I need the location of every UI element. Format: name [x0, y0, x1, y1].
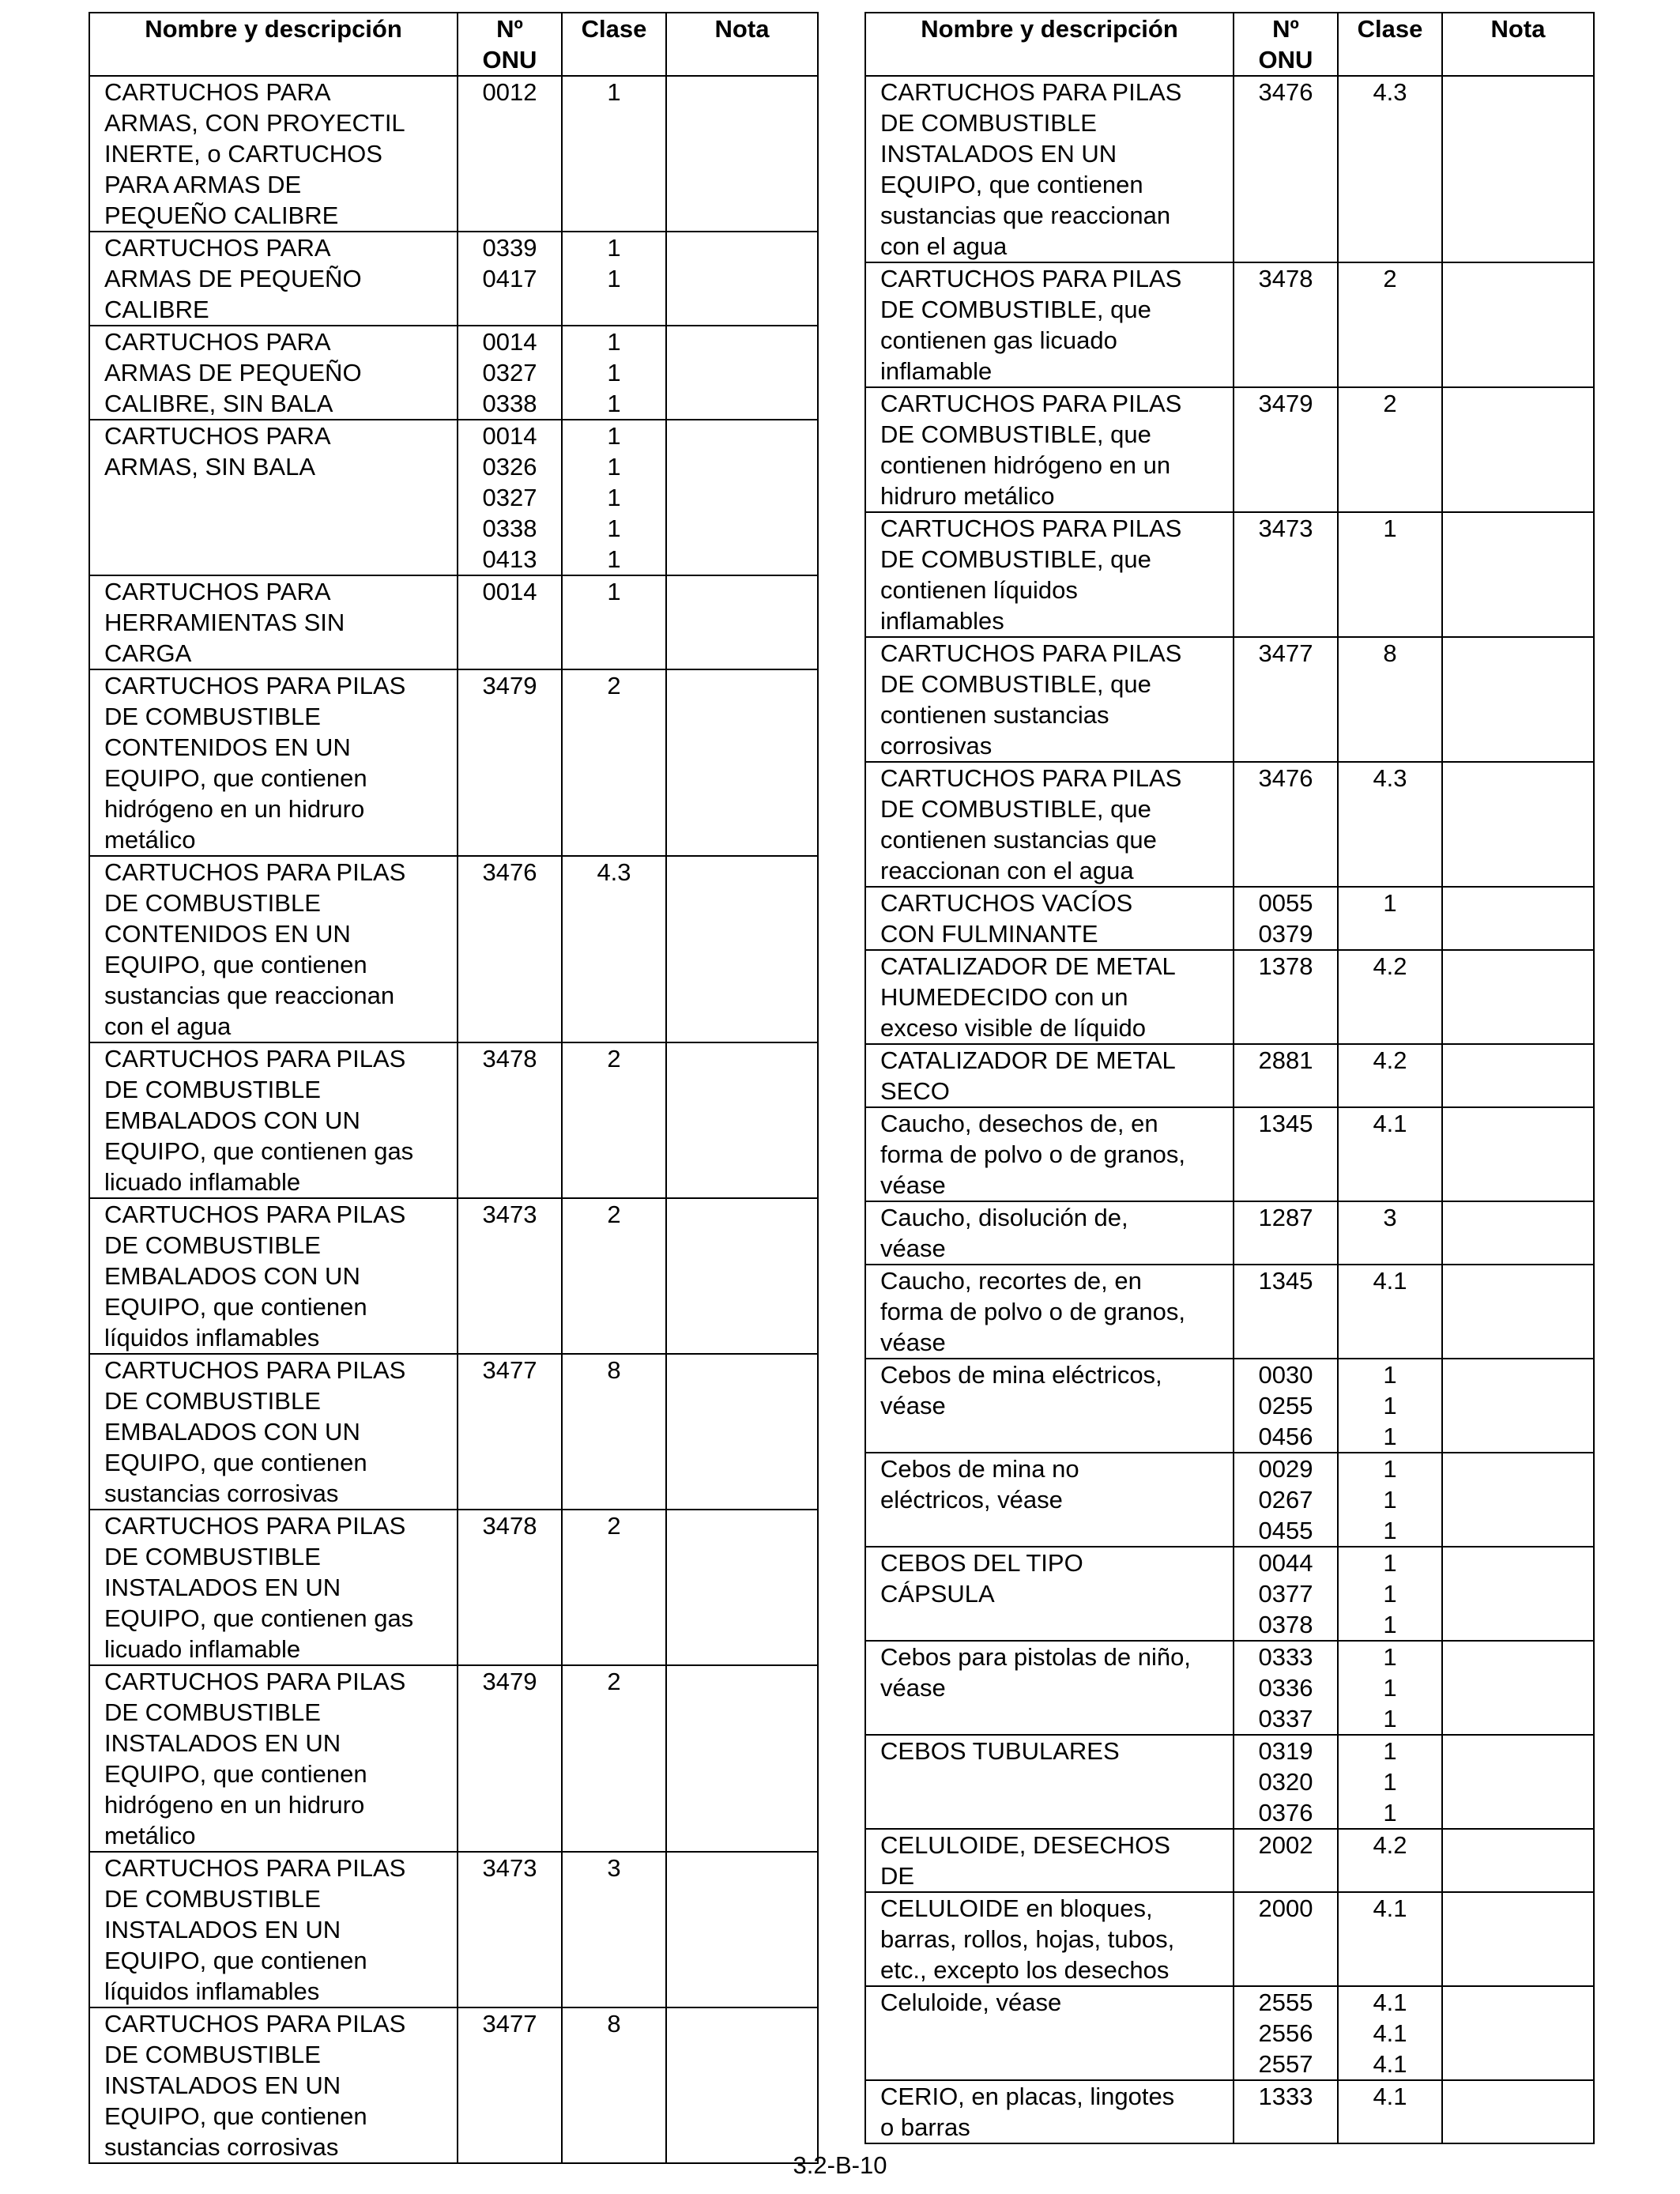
cell-nota	[666, 1852, 818, 2007]
table-row	[89, 76, 818, 232]
table-row	[865, 637, 1594, 762]
cell-clase: 2	[562, 1665, 666, 1852]
cell-name: CELULOIDE, DESECHOS DE	[865, 1829, 1234, 1892]
cell-name: CERIO, en placas, lingotes o barras	[865, 2080, 1234, 2143]
cell-name: CELULOIDE en bloques, barras, rollos, hojas, tubos, etc., excepto los desechos	[865, 1892, 1234, 1986]
cell-name: CARTUCHOS PARA PILAS DE COMBUSTIBLE INSTALADOS EN UN EQUIPO, que contienen líquidos inflamables	[89, 1852, 458, 2007]
cell-clase: 4.1	[1338, 2080, 1442, 2143]
cell-name: CARTUCHOS PARA ARMAS DE PEQUEÑO CALIBRE, SIN BALA	[89, 326, 458, 420]
cell-clase: 4.2	[1338, 1829, 1442, 1892]
header-clase: Clase	[562, 13, 666, 76]
cell-clase: 2	[562, 1198, 666, 1354]
cell-name: CARTUCHOS PARA ARMAS DE PEQUEÑO CALIBRE	[89, 232, 458, 326]
cell-clase: 2	[562, 1042, 666, 1198]
cell-onu: 0319 0320 0376	[1234, 1735, 1338, 1829]
cell-nota	[1442, 1453, 1594, 1547]
table-header-row	[865, 13, 1594, 76]
cell-clase: 4.3	[562, 856, 666, 1042]
cell-clase: 1 1 1	[1338, 1547, 1442, 1641]
cell-nota	[1442, 1829, 1594, 1892]
cell-nota	[1442, 1986, 1594, 2080]
cell-onu: 0012	[458, 76, 562, 232]
header-nota: Nota	[1442, 13, 1594, 76]
header-onu: Nº ONU	[1234, 13, 1338, 76]
cell-name: CARTUCHOS PARA PILAS DE COMBUSTIBLE, que contienen sustancias corrosivas	[865, 637, 1234, 762]
cell-nota	[1442, 950, 1594, 1044]
cell-onu: 0333 0336 0337	[1234, 1641, 1338, 1735]
cell-clase: 8	[1338, 637, 1442, 762]
header-name: Nombre y descripción	[865, 13, 1234, 76]
cell-clase: 4.1	[1338, 1265, 1442, 1359]
cell-onu: 0030 0255 0456	[1234, 1359, 1338, 1453]
cell-name: CARTUCHOS PARA PILAS DE COMBUSTIBLE INSTALADOS EN UN EQUIPO, que contienen gas licuado inflamable	[89, 1510, 458, 1665]
cell-clase: 2	[562, 669, 666, 856]
cell-nota	[1442, 2080, 1594, 2143]
table-body-right	[865, 76, 1594, 2143]
cell-clase: 1 1 1	[562, 326, 666, 420]
cell-onu: 3478	[458, 1510, 562, 1665]
cell-nota	[1442, 1892, 1594, 1986]
cell-onu: 3473	[458, 1852, 562, 2007]
cell-name: CATALIZADOR DE METAL SECO	[865, 1044, 1234, 1107]
table-row	[865, 1044, 1594, 1107]
header-nota: Nota	[666, 13, 818, 76]
cell-nota	[1442, 637, 1594, 762]
cell-onu: 1287	[1234, 1201, 1338, 1265]
cell-onu: 0055 0379	[1234, 887, 1338, 950]
table-header-row	[89, 13, 818, 76]
table-row	[865, 1641, 1594, 1735]
cell-nota	[1442, 1107, 1594, 1201]
cell-onu: 3479	[458, 669, 562, 856]
cell-onu: 3479	[458, 1665, 562, 1852]
cell-onu: 1345	[1234, 1265, 1338, 1359]
cell-clase: 1	[562, 575, 666, 669]
cell-name: CARTUCHOS PARA PILAS DE COMBUSTIBLE CONTENIDOS EN UN EQUIPO, que contienen hidrógeno en un hidruro metálico	[89, 669, 458, 856]
cell-name: CARTUCHOS PARA PILAS DE COMBUSTIBLE, que contienen gas licuado inflamable	[865, 262, 1234, 387]
cell-nota	[1442, 1044, 1594, 1107]
cell-name: CARTUCHOS PARA PILAS DE COMBUSTIBLE CONTENIDOS EN UN EQUIPO, que contienen sustancias que reaccionan con el agua	[89, 856, 458, 1042]
cell-clase: 3	[562, 1852, 666, 2007]
cell-name: CARTUCHOS PARA HERRAMIENTAS SIN CARGA	[89, 575, 458, 669]
table-row	[865, 1986, 1594, 2080]
cell-name: Caucho, disolución de, véase	[865, 1201, 1234, 1265]
cell-nota	[1442, 762, 1594, 887]
cell-clase: 1 1 1	[1338, 1453, 1442, 1547]
cell-name: CARTUCHOS PARA PILAS DE COMBUSTIBLE EMBALADOS CON UN EQUIPO, que contienen gas licuado inflamable	[89, 1042, 458, 1198]
cell-nota	[666, 1042, 818, 1198]
cell-onu: 2881	[1234, 1044, 1338, 1107]
table-row	[89, 1198, 818, 1354]
cell-clase: 1	[1338, 887, 1442, 950]
cell-onu: 0014 0327 0338	[458, 326, 562, 420]
cell-onu: 3478	[458, 1042, 562, 1198]
cell-onu: 1345	[1234, 1107, 1338, 1201]
cell-name: Cebos de mina eléctricos, véase	[865, 1359, 1234, 1453]
table-row	[865, 76, 1594, 262]
table-row	[89, 856, 818, 1042]
header-onu: Nº ONU	[458, 13, 562, 76]
table-row	[865, 2080, 1594, 2143]
cell-name: CARTUCHOS PARA PILAS DE COMBUSTIBLE, que contienen hidrógeno en un hidruro metálico	[865, 387, 1234, 512]
cell-nota	[666, 326, 818, 420]
table-row	[865, 950, 1594, 1044]
table-row	[865, 1829, 1594, 1892]
table-row	[865, 1359, 1594, 1453]
table-row	[865, 262, 1594, 387]
table-row	[865, 1735, 1594, 1829]
cell-onu: 0029 0267 0455	[1234, 1453, 1338, 1547]
cell-clase: 2	[562, 1510, 666, 1665]
cell-onu: 1333	[1234, 2080, 1338, 2143]
table-row	[89, 420, 818, 575]
table-body-left	[89, 76, 818, 2163]
cell-name: CARTUCHOS PARA PILAS DE COMBUSTIBLE EMBALADOS CON UN EQUIPO, que contienen líquidos inflamables	[89, 1198, 458, 1354]
cell-name: Caucho, recortes de, en forma de polvo o de granos, véase	[865, 1265, 1234, 1359]
cell-nota	[666, 232, 818, 326]
cell-onu: 3473	[458, 1198, 562, 1354]
cell-onu: 2555 2556 2557	[1234, 1986, 1338, 2080]
cell-nota	[666, 420, 818, 575]
cell-nota	[1442, 512, 1594, 637]
cell-name: Cebos para pistolas de niño, véase	[865, 1641, 1234, 1735]
cell-name: CARTUCHOS PARA PILAS DE COMBUSTIBLE EMBALADOS CON UN EQUIPO, que contienen sustancias corrosivas	[89, 1354, 458, 1510]
cell-nota	[1442, 1201, 1594, 1265]
cell-onu: 0014 0326 0327 0338 0413	[458, 420, 562, 575]
table-row	[865, 1453, 1594, 1547]
cell-nota	[1442, 1547, 1594, 1641]
table-row	[89, 1510, 818, 1665]
cell-clase: 1 1 1	[1338, 1641, 1442, 1735]
table-row	[89, 326, 818, 420]
table-row	[865, 1107, 1594, 1201]
table-row	[865, 1201, 1594, 1265]
cell-nota	[1442, 1641, 1594, 1735]
page-number: 3.2-B-10	[793, 2151, 887, 2179]
cell-onu: 3477	[1234, 637, 1338, 762]
table-row	[89, 1665, 818, 1852]
table-row	[865, 387, 1594, 512]
cell-clase: 1	[1338, 512, 1442, 637]
table-row	[865, 1892, 1594, 1986]
cell-clase: 8	[562, 2007, 666, 2163]
cell-onu: 0044 0377 0378	[1234, 1547, 1338, 1641]
cell-onu: 3478	[1234, 262, 1338, 387]
cell-name: CARTUCHOS PARA PILAS DE COMBUSTIBLE, que contienen líquidos inflamables	[865, 512, 1234, 637]
cell-onu: 3476	[1234, 762, 1338, 887]
cell-nota	[666, 2007, 818, 2163]
cell-clase: 4.3	[1338, 76, 1442, 262]
cell-nota	[666, 76, 818, 232]
cell-onu: 3476	[458, 856, 562, 1042]
cell-nota	[666, 575, 818, 669]
table-row	[89, 1354, 818, 1510]
cell-name: CARTUCHOS PARA PILAS DE COMBUSTIBLE INSTALADOS EN UN EQUIPO, que contienen sustancias corrosivas	[89, 2007, 458, 2163]
cell-nota	[666, 1510, 818, 1665]
cell-name: CEBOS DEL TIPO CÁPSULA	[865, 1547, 1234, 1641]
cell-nota	[1442, 262, 1594, 387]
cell-name: CARTUCHOS PARA PILAS DE COMBUSTIBLE, que contienen sustancias que reaccionan con el agua	[865, 762, 1234, 887]
cell-onu: 3473	[1234, 512, 1338, 637]
cell-nota	[1442, 1265, 1594, 1359]
cell-clase: 4.1	[1338, 1107, 1442, 1201]
cell-clase: 4.1 4.1 4.1	[1338, 1986, 1442, 2080]
cell-clase: 4.1	[1338, 1892, 1442, 1986]
cell-clase: 1 1 1	[1338, 1359, 1442, 1453]
table-row	[865, 512, 1594, 637]
cell-clase: 3	[1338, 1201, 1442, 1265]
cell-nota	[666, 669, 818, 856]
cell-name: CEBOS TUBULARES	[865, 1735, 1234, 1829]
cell-name: Celuloide, véase	[865, 1986, 1234, 2080]
table-row	[89, 1042, 818, 1198]
cell-nota	[1442, 887, 1594, 950]
cell-onu: 3477	[458, 1354, 562, 1510]
cell-nota	[1442, 1359, 1594, 1453]
cell-nota	[666, 856, 818, 1042]
table-row	[865, 887, 1594, 950]
cell-onu: 3479	[1234, 387, 1338, 512]
cell-name: CARTUCHOS PARA PILAS DE COMBUSTIBLE INSTALADOS EN UN EQUIPO, que contienen sustancias que reaccionan con el agua	[865, 76, 1234, 262]
cell-clase: 1 1 1 1 1	[562, 420, 666, 575]
cell-clase: 1	[562, 76, 666, 232]
cell-nota	[1442, 76, 1594, 262]
cell-clase: 8	[562, 1354, 666, 1510]
cell-onu: 1378	[1234, 950, 1338, 1044]
cell-name: Cebos de mina no eléctricos, véase	[865, 1453, 1234, 1547]
cell-onu: 2002	[1234, 1829, 1338, 1892]
dangerous-goods-table-right	[864, 12, 1595, 2144]
table-row	[865, 762, 1594, 887]
header-clase: Clase	[1338, 13, 1442, 76]
table-row	[89, 575, 818, 669]
cell-name: CARTUCHOS PARA PILAS DE COMBUSTIBLE INSTALADOS EN UN EQUIPO, que contienen hidrógeno en un hidruro metálico	[89, 1665, 458, 1852]
cell-clase: 1 1 1	[1338, 1735, 1442, 1829]
cell-clase: 4.2	[1338, 1044, 1442, 1107]
cell-clase: 1 1	[562, 232, 666, 326]
cell-nota	[666, 1198, 818, 1354]
cell-clase: 4.3	[1338, 762, 1442, 887]
cell-name: CARTUCHOS PARA ARMAS, SIN BALA	[89, 420, 458, 575]
cell-nota	[666, 1354, 818, 1510]
table-row	[89, 2007, 818, 2163]
cell-name: CARTUCHOS VACÍOS CON FULMINANTE	[865, 887, 1234, 950]
table-row	[89, 669, 818, 856]
cell-onu: 0014	[458, 575, 562, 669]
cell-clase: 2	[1338, 262, 1442, 387]
table-row	[89, 232, 818, 326]
table-row	[865, 1265, 1594, 1359]
cell-onu: 3476	[1234, 76, 1338, 262]
cell-onu: 2000	[1234, 1892, 1338, 1986]
table-row	[865, 1547, 1594, 1641]
cell-onu: 3477	[458, 2007, 562, 2163]
header-name: Nombre y descripción	[89, 13, 458, 76]
table-row	[89, 1852, 818, 2007]
cell-nota	[666, 1665, 818, 1852]
cell-name: CARTUCHOS PARA ARMAS, CON PROYECTIL INERTE, o CARTUCHOS PARA ARMAS DE PEQUEÑO CALIBRE	[89, 76, 458, 232]
cell-clase: 2	[1338, 387, 1442, 512]
cell-onu: 0339 0417	[458, 232, 562, 326]
cell-clase: 4.2	[1338, 950, 1442, 1044]
dangerous-goods-table-left	[89, 12, 819, 2164]
cell-nota	[1442, 1735, 1594, 1829]
cell-name: Caucho, desechos de, en forma de polvo o de granos, véase	[865, 1107, 1234, 1201]
cell-nota	[1442, 387, 1594, 512]
cell-name: CATALIZADOR DE METAL HUMEDECIDO con un exceso visible de líquido	[865, 950, 1234, 1044]
